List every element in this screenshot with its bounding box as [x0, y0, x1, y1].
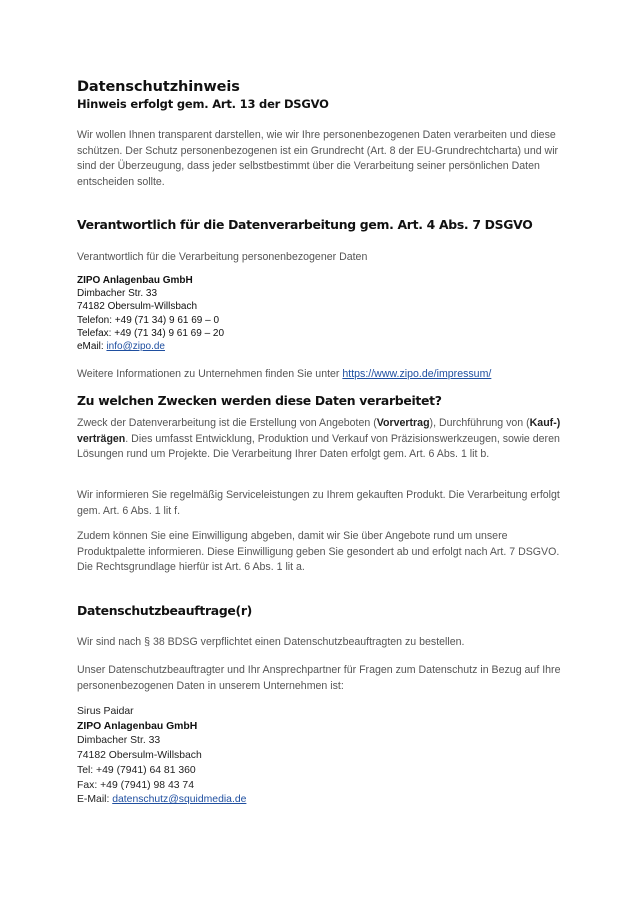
- purposes-p2-block: [77, 488, 572, 519]
- dpo-name: Sirus Paidar: [77, 706, 134, 717]
- dpo-paragraph-1: Wir sind nach § 38 BDSG verpflichtet einen Datenschutzbeauftragten zu bestellen.: [77, 636, 465, 648]
- more-info-text: Weitere Informationen zu Unternehmen finden Sie unter: [77, 368, 343, 380]
- intro-paragraph: Wir wollen Ihnen transparent darstellen, wie wir Ihre personenbezogenen Daten verarbeiten und diese schützen. Der Schutz personenbezogenen ist ein Grundrecht (Art. 8 der EU-Grundrechtcharta) und wir sind der Überzeugung, dass jeder selbstbestimmt über die Verarbeitung seiner persönlichen Daten entscheiden sollte.: [77, 129, 559, 188]
- purposes-paragraph-2: Wir informieren Sie regelmäßig Serviceleistungen zu Ihrem gekauften Produkt. Die Verarbeitung erfolgt gem. Art. 6 Abs. 1 lit f.: [77, 489, 560, 517]
- purposes-section: [77, 393, 572, 409]
- dpo-email-link[interactable]: datenschutz@squidmedia.de: [112, 794, 247, 806]
- responsible-heading: Verantwortlich für die Datenverarbeitung gem. Art. 4 Abs. 7 DSGVO: [77, 217, 533, 232]
- city: 74182 Obersulm-Willsbach: [77, 301, 198, 313]
- responsible-address: [77, 274, 572, 353]
- address-block: [77, 274, 572, 353]
- page-subtitle: Hinweis erfolgt gem. Art. 13 der DSGVO: [77, 97, 329, 111]
- street: Dimbacher Str. 33: [77, 288, 158, 300]
- responsible-section: [77, 217, 572, 233]
- dpo-city: 74182 Obersulm-Willsbach: [77, 750, 202, 762]
- company-name: ZIPO Anlagenbau GmbH: [77, 275, 193, 286]
- email-link[interactable]: info@zipo.de: [106, 341, 165, 353]
- page-title: Datenschutzhinweis: [77, 79, 240, 95]
- dpo-p1-block: [77, 635, 572, 651]
- text-fragment: . Dies umfasst Entwicklung, Produktion und Verkauf von Präzisionswerkzeugen, sowie deren Lösungen rund um Projekte. Die Verarbeitung Ihrer Daten erfolgt gem. Art. 6 Abs. 1 lit b.: [77, 432, 560, 460]
- responsible-intro: Verantwortlich für die Verarbeitung personenbezogener Daten: [77, 251, 368, 263]
- header: [77, 78, 572, 112]
- purposes-p1-block: [77, 416, 572, 463]
- dpo-fax: Fax: +49 (7941) 98 43 74: [77, 779, 194, 791]
- purposes-heading: Zu welchen Zwecken werden diese Daten verarbeitet?: [77, 393, 442, 408]
- purposes-p3-block: [77, 529, 572, 576]
- dpo-email-label: E-Mail:: [77, 794, 113, 806]
- purposes-paragraph-3: Zudem können Sie eine Einwilligung abgeben, damit wir Sie über Angebote rund um unsere Produktpalette informieren. Diese Einwilligung geben Sie gesondert ab und erfolgt nach Art. 7 DSGVO. Die Rechtsgrundlage hierfür ist Art. 6 Abs. 1 lit a.: [77, 530, 560, 573]
- impressum-link[interactable]: https://www.zipo.de/impressum/: [342, 368, 492, 380]
- dpo-phone: Tel: +49 (7941) 64 81 360: [77, 764, 196, 776]
- email-label: eMail:: [77, 341, 107, 353]
- text-fragment: ), Durchführung von (: [429, 417, 530, 429]
- phone: Telefon: +49 (71 34) 9 61 69 – 0: [77, 314, 220, 326]
- text-fragment: Zweck der Datenverarbeitung ist die Erstellung von Angeboten (: [77, 417, 377, 429]
- dpo-address: [77, 705, 572, 808]
- emphasis-kaufvertraegen: Kauf-) verträgen: [77, 417, 561, 445]
- dpo-section: [77, 603, 572, 619]
- dpo-heading: Datenschutzbeauftrage(r): [77, 603, 253, 618]
- dpo-paragraph-2: Unser Datenschutzbeauftragter und Ihr Ansprechpartner für Fragen zum Datenschutz in Bezug auf Ihre personenbezogenen Daten in unserem Unternehmen ist:: [77, 664, 561, 692]
- dpo-address-block: [77, 705, 572, 808]
- dpo-street: Dimbacher Str. 33: [77, 735, 161, 747]
- dpo-p2-block: [77, 663, 572, 694]
- intro-section: [77, 128, 572, 190]
- fax: Telefax: +49 (71 34) 9 61 69 – 20: [77, 327, 225, 339]
- emphasis-vorvertrag: Vorvertrag: [376, 417, 430, 429]
- more-info-paragraph: [77, 367, 572, 383]
- purposes-paragraph-1: [77, 416, 572, 463]
- dpo-company: ZIPO Anlagenbau GmbH: [77, 720, 198, 732]
- more-info-block: [77, 367, 572, 383]
- responsible-intro-block: [77, 250, 572, 266]
